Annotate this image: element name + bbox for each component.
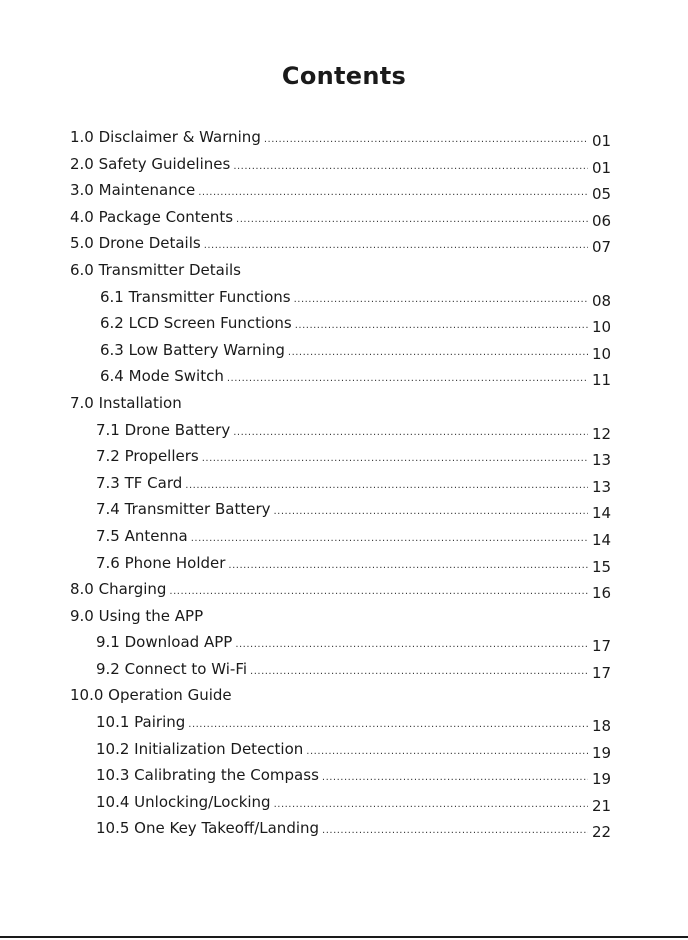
toc-row[interactable] xyxy=(0,363,688,390)
toc-page-number: 17 xyxy=(592,663,612,682)
toc-row[interactable] xyxy=(0,417,688,444)
toc-label: 6.2 LCD Screen Functions xyxy=(100,314,292,333)
toc-label: 10.1 Pairing xyxy=(96,713,186,732)
toc-row[interactable] xyxy=(0,124,688,151)
toc-label: 4.0 Package Contents xyxy=(70,207,234,226)
toc-page-number: 07 xyxy=(592,238,612,257)
dot-leader xyxy=(264,127,588,154)
dot-leader xyxy=(295,313,588,340)
toc-row[interactable] xyxy=(0,576,688,603)
toc-row[interactable] xyxy=(0,443,688,470)
toc-label: 9.2 Connect to Wi-Fi xyxy=(96,659,248,678)
toc-page-number: 06 xyxy=(592,211,612,230)
toc-page-number: 12 xyxy=(592,424,612,443)
toc-label: 10.2 Initialization Detection xyxy=(96,739,304,758)
dot-leader xyxy=(235,632,588,659)
toc-page-number: 19 xyxy=(592,743,612,762)
toc-label: 10.0 Operation Guide xyxy=(70,686,232,705)
dot-leader xyxy=(322,818,588,845)
toc-label: 8.0 Charging xyxy=(70,580,167,599)
dot-leader xyxy=(322,765,588,792)
toc-page-number: 05 xyxy=(592,185,612,204)
toc-row[interactable] xyxy=(0,310,688,337)
toc-page-number: 18 xyxy=(592,717,612,736)
dot-leader xyxy=(198,180,588,207)
toc-row[interactable] xyxy=(0,151,688,178)
dot-leader xyxy=(233,154,588,181)
toc-row[interactable] xyxy=(0,337,688,364)
toc-label: 7.1 Drone Battery xyxy=(96,420,231,439)
toc-row[interactable] xyxy=(0,523,688,550)
toc-row[interactable] xyxy=(0,496,688,523)
toc-page-number: 14 xyxy=(592,504,612,523)
dot-leader xyxy=(233,420,588,447)
toc-label: 7.2 Propellers xyxy=(96,447,199,466)
toc-label: 9.1 Download APP xyxy=(96,633,233,652)
toc-row[interactable] xyxy=(0,709,688,736)
toc-page-number: 01 xyxy=(592,132,612,150)
toc-label: 6.1 Transmitter Functions xyxy=(100,287,291,306)
toc-label: 10.3 Calibrating the Compass xyxy=(96,766,319,785)
toc-label: 10.5 One Key Takeoff/Landing xyxy=(96,819,320,838)
toc-label: 3.0 Maintenance xyxy=(70,181,196,200)
toc-page-number: 15 xyxy=(592,557,612,576)
dot-leader xyxy=(202,446,588,473)
toc-label: 5.0 Drone Details xyxy=(70,234,201,253)
dot-leader xyxy=(288,340,588,367)
toc-section-heading[interactable] xyxy=(0,257,688,284)
toc-section-heading[interactable] xyxy=(0,603,688,630)
toc-row[interactable] xyxy=(0,656,688,683)
dot-leader xyxy=(188,712,588,739)
toc-label: 9.0 Using the APP xyxy=(70,606,204,625)
dot-leader xyxy=(236,207,588,234)
toc-page-number: 10 xyxy=(592,318,612,337)
toc-page-number: 21 xyxy=(592,796,612,815)
toc-page-number: 19 xyxy=(592,770,612,789)
toc-label: 6.3 Low Battery Warning xyxy=(100,340,285,359)
toc-label: 7.6 Phone Holder xyxy=(96,553,226,572)
dot-leader xyxy=(185,473,588,500)
toc-section-heading[interactable] xyxy=(0,682,688,709)
toc-label: 7.5 Antenna xyxy=(96,526,188,545)
toc-row[interactable] xyxy=(0,284,688,311)
toc-label: 2.0 Safety Guidelines xyxy=(70,154,231,173)
toc-page-number: 08 xyxy=(592,291,612,310)
toc-row[interactable] xyxy=(0,177,688,204)
toc-page-number: 16 xyxy=(592,584,612,603)
dot-leader xyxy=(227,366,588,393)
toc-row[interactable] xyxy=(0,230,688,257)
toc-label: 7.4 Transmitter Battery xyxy=(96,500,271,519)
table-of-contents xyxy=(0,124,688,842)
dot-leader xyxy=(294,287,588,314)
toc-page-number: 22 xyxy=(592,823,612,842)
toc-label: 7.3 TF Card xyxy=(96,473,183,492)
toc-row[interactable] xyxy=(0,762,688,789)
toc-page-number: 14 xyxy=(592,530,612,549)
toc-row[interactable] xyxy=(0,470,688,497)
toc-page-number: 10 xyxy=(592,344,612,363)
toc-row[interactable] xyxy=(0,789,688,816)
toc-label: 6.4 Mode Switch xyxy=(100,367,224,386)
toc-page-number: 11 xyxy=(592,371,612,390)
dot-leader xyxy=(191,526,588,553)
toc-row[interactable] xyxy=(0,550,688,577)
bottom-rule xyxy=(0,936,688,938)
toc-row[interactable] xyxy=(0,815,688,842)
toc-label: 6.0 Transmitter Details xyxy=(70,260,241,279)
dot-leader xyxy=(204,233,588,260)
toc-page-number: 13 xyxy=(592,451,612,470)
dot-leader xyxy=(274,792,588,819)
toc-label: 1.0 Disclaimer & Warning xyxy=(70,128,261,146)
page-title: Contents xyxy=(281,62,407,90)
toc-label: 10.4 Unlocking/Locking xyxy=(96,792,271,811)
dot-leader xyxy=(250,659,588,686)
toc-page-number: 17 xyxy=(592,637,612,656)
toc-page-number: 01 xyxy=(592,158,612,177)
toc-row[interactable] xyxy=(0,736,688,763)
dot-leader xyxy=(228,553,588,580)
toc-section-heading[interactable] xyxy=(0,390,688,417)
dot-leader xyxy=(274,499,589,526)
toc-row[interactable] xyxy=(0,204,688,231)
dot-leader xyxy=(306,739,588,766)
toc-label: 7.0 Installation xyxy=(70,393,182,412)
toc-row[interactable] xyxy=(0,629,688,656)
toc-page-number: 13 xyxy=(592,477,612,496)
dot-leader xyxy=(169,579,588,606)
